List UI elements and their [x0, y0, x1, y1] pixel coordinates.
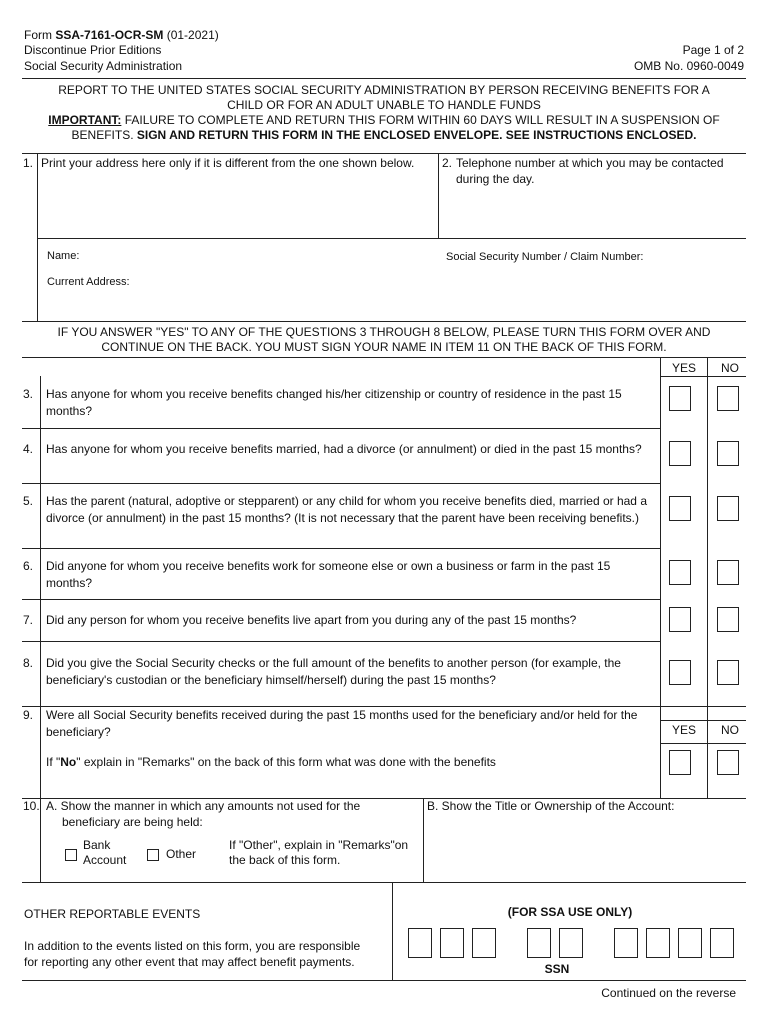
other-events-text [24, 938, 360, 970]
other-checkbox[interactable] [147, 849, 159, 861]
form-number: SSA-7161-OCR-SM [55, 28, 164, 42]
phone-prompt-line-2: during the day. [456, 171, 535, 186]
question-4-no-checkbox[interactable] [717, 441, 739, 466]
question-divider [22, 483, 660, 484]
question-5-text: Has the parent (natural, adoptive or stepparent) or any child for whom you receive benefits died, married or had a divorce (or annulment) in the past 15 months? (It is not necessary that the parent have been receiving benefits.) [46, 494, 647, 525]
question-divider [22, 599, 660, 600]
title-line-4 [22, 128, 746, 143]
important-label: IMPORTANT: [48, 113, 122, 127]
ssa-use-only-label: (FOR SSA USE ONLY) [507, 905, 633, 919]
other-note-line-1: If "Other", explain in "Remarks"on [229, 838, 409, 852]
continued-note: Continued on the reverse [601, 986, 736, 1000]
question-5-yes-checkbox[interactable] [669, 496, 691, 521]
note-suffix: " explain in "Remarks" on the back of this form what was done with the benefits [76, 755, 496, 769]
title-line-2: CHILD OR FOR AN ADULT UNABLE TO HANDLE FUNDS [227, 98, 541, 112]
question-8-yes-checkbox[interactable] [669, 660, 691, 685]
question-4-text: Has anyone for whom you receive benefits married, had a divorce (or annulment) or died in the past 15 months? [46, 442, 642, 456]
section1-bottom-border [22, 321, 746, 322]
question-6-yes-checkbox[interactable] [669, 560, 691, 585]
address-prompt: Print your address here only if it is different from the one shown below. [41, 156, 415, 170]
question-10-number: 10. [23, 799, 40, 813]
ssn-label: SSN [544, 962, 570, 976]
question-10a-text [46, 799, 422, 830]
question-8-text: Did you give the Social Security checks or the full amount of the benefits to another person (for example, the beneficiary's custodian or the beneficiary himself/herself) during the past 15 months? [46, 656, 621, 687]
questions-left-border [40, 376, 41, 798]
section1-top-border [22, 153, 746, 154]
q10-mid-border [423, 798, 424, 882]
q9-yes-no-header-top [660, 720, 746, 721]
header-divider [22, 78, 746, 79]
ssn-digit-box[interactable] [440, 928, 464, 958]
discontinue-note: Discontinue Prior Editions [24, 43, 162, 57]
phone-prompt-line-1: Telephone number at which you may be contacted [456, 156, 724, 170]
q10a-line-1: A. Show the manner in which any amounts not used for the [46, 799, 361, 813]
important-notice [22, 113, 746, 128]
bank-account-checkbox[interactable] [65, 849, 77, 861]
question-3-number: 3. [23, 387, 34, 401]
question-8-no-checkbox[interactable] [717, 660, 739, 685]
other-events-line-2: for reporting any other event that may affect benefit payments. [24, 955, 355, 969]
footer-bottom-border [22, 980, 746, 981]
important-text: FAILURE TO COMPLETE AND RETURN THIS FORM WITHIN 60 DAYS WILL RESULT IN A SUSPENSION OF [121, 113, 720, 127]
question-9-note [46, 755, 496, 771]
footer-divider [392, 882, 393, 980]
phone-prompt [456, 156, 746, 187]
title-line-1: REPORT TO THE UNITED STATES SOCIAL SECURITY ADMINISTRATION BY PERSON RECEIVING BENEFITS FOR A [58, 83, 710, 97]
other-explain-note [229, 838, 408, 868]
name-label: Name: [47, 250, 80, 262]
question-7-no-checkbox[interactable] [717, 607, 739, 632]
yes-column-header: YES [671, 361, 696, 375]
question-9-text: Were all Social Security benefits received during the past 15 months used for the beneficiary and/or held for the beneficiary? [46, 708, 638, 739]
ssn-digit-box[interactable] [710, 928, 734, 958]
question-3-yes-checkbox[interactable] [669, 386, 691, 411]
section1-mid-divider [37, 238, 746, 239]
question-divider [22, 548, 660, 549]
title-line-4-plain: BENEFITS. [71, 128, 137, 142]
other-events-line-1: In addition to the events listed on this form, you are responsible [24, 939, 361, 953]
question-7-number: 7. [23, 613, 34, 627]
question-7-text: Did any person for whom you receive benefits live apart from you during any of the past 15 months? [46, 613, 577, 627]
form-title [22, 83, 746, 143]
other-label: Other [166, 847, 197, 861]
phone-field[interactable] [440, 190, 745, 236]
question-9-yes-checkbox[interactable] [669, 750, 691, 775]
question-4-number: 4. [23, 442, 34, 456]
question-5-no-checkbox[interactable] [717, 496, 739, 521]
ssn-digit-box[interactable] [408, 928, 432, 958]
question-5-number: 5. [23, 494, 34, 508]
questions-top-border [22, 357, 746, 358]
instruction-line-2: CONTINUE ON THE BACK. YOU MUST SIGN YOUR NAME IN ITEM 11 ON THE BACK OF THIS FORM. [101, 340, 667, 354]
q10-bottom-border [22, 882, 746, 883]
section1-left-border [37, 153, 38, 321]
q9-yes-header: YES [671, 723, 696, 737]
question-10b-text: B. Show the Title or Ownership of the Account: [427, 799, 675, 813]
ssn-claim-label: Social Security Number / Claim Number: [446, 251, 644, 263]
q10-left-border [40, 798, 41, 882]
form-identifier [24, 28, 219, 44]
ssn-digit-box[interactable] [472, 928, 496, 958]
q9-no-header: NO [721, 723, 739, 737]
ssn-digit-box[interactable] [559, 928, 583, 958]
ssn-digit-box[interactable] [527, 928, 551, 958]
question-6-text: Did anyone for whom you receive benefits work for someone else or own a business or farm in the past 15 months? [46, 559, 611, 590]
question-6-no-checkbox[interactable] [717, 560, 739, 585]
q10a-line-2: beneficiary are being held: [62, 814, 203, 829]
other-events-title: OTHER REPORTABLE EVENTS [24, 907, 201, 921]
other-note-line-2: the back of this form. [229, 853, 341, 867]
question-9-no-checkbox[interactable] [717, 750, 739, 775]
question-8-number: 8. [23, 656, 34, 670]
section1-mid-border [438, 153, 439, 238]
instruction-line-1: IF YOU ANSWER "YES" TO ANY OF THE QUESTIONS 3 THROUGH 8 BELOW, PLEASE TURN THIS FORM OVER AND [57, 325, 711, 339]
omb-number: OMB No. 0960-0049 [633, 59, 744, 73]
bank-account-label [83, 838, 126, 868]
question-3-no-checkbox[interactable] [717, 386, 739, 411]
question-3-text: Has anyone for whom you receive benefits changed his/her citizenship or country of residence in the past 15 months? [46, 387, 622, 418]
bank-label: Bank [83, 838, 111, 852]
sign-return-instruction: SIGN AND RETURN THIS FORM IN THE ENCLOSED ENVELOPE. SEE INSTRUCTIONS ENCLOSED. [136, 128, 697, 142]
q9-yes-no-header-bottom [660, 743, 746, 744]
note-prefix: If " [46, 755, 61, 769]
ssn-digit-box[interactable] [614, 928, 638, 958]
question-9-number: 9. [23, 708, 34, 722]
new-address-field[interactable] [39, 172, 437, 236]
page-number: Page 1 of 2 [682, 43, 744, 57]
question-4-yes-checkbox[interactable] [669, 441, 691, 466]
form-prefix: Form [24, 28, 56, 42]
form-date: (01-2021) [163, 28, 219, 42]
ssn-digit-box[interactable] [646, 928, 670, 958]
ssn-digit-box[interactable] [678, 928, 702, 958]
turn-over-instruction [22, 325, 746, 355]
agency-name: Social Security Administration [24, 59, 183, 73]
no-column-header: NO [721, 361, 739, 375]
account-label: Account [83, 853, 127, 867]
current-address-label: Current Address: [47, 276, 130, 288]
item-2-number: 2. [442, 156, 453, 170]
question-divider [22, 641, 660, 642]
item-1-number: 1. [23, 156, 34, 170]
question-6-number: 6. [23, 559, 34, 573]
note-no: No [60, 755, 77, 769]
question-divider [22, 428, 660, 429]
question-7-yes-checkbox[interactable] [669, 607, 691, 632]
account-title-field[interactable] [425, 817, 745, 880]
